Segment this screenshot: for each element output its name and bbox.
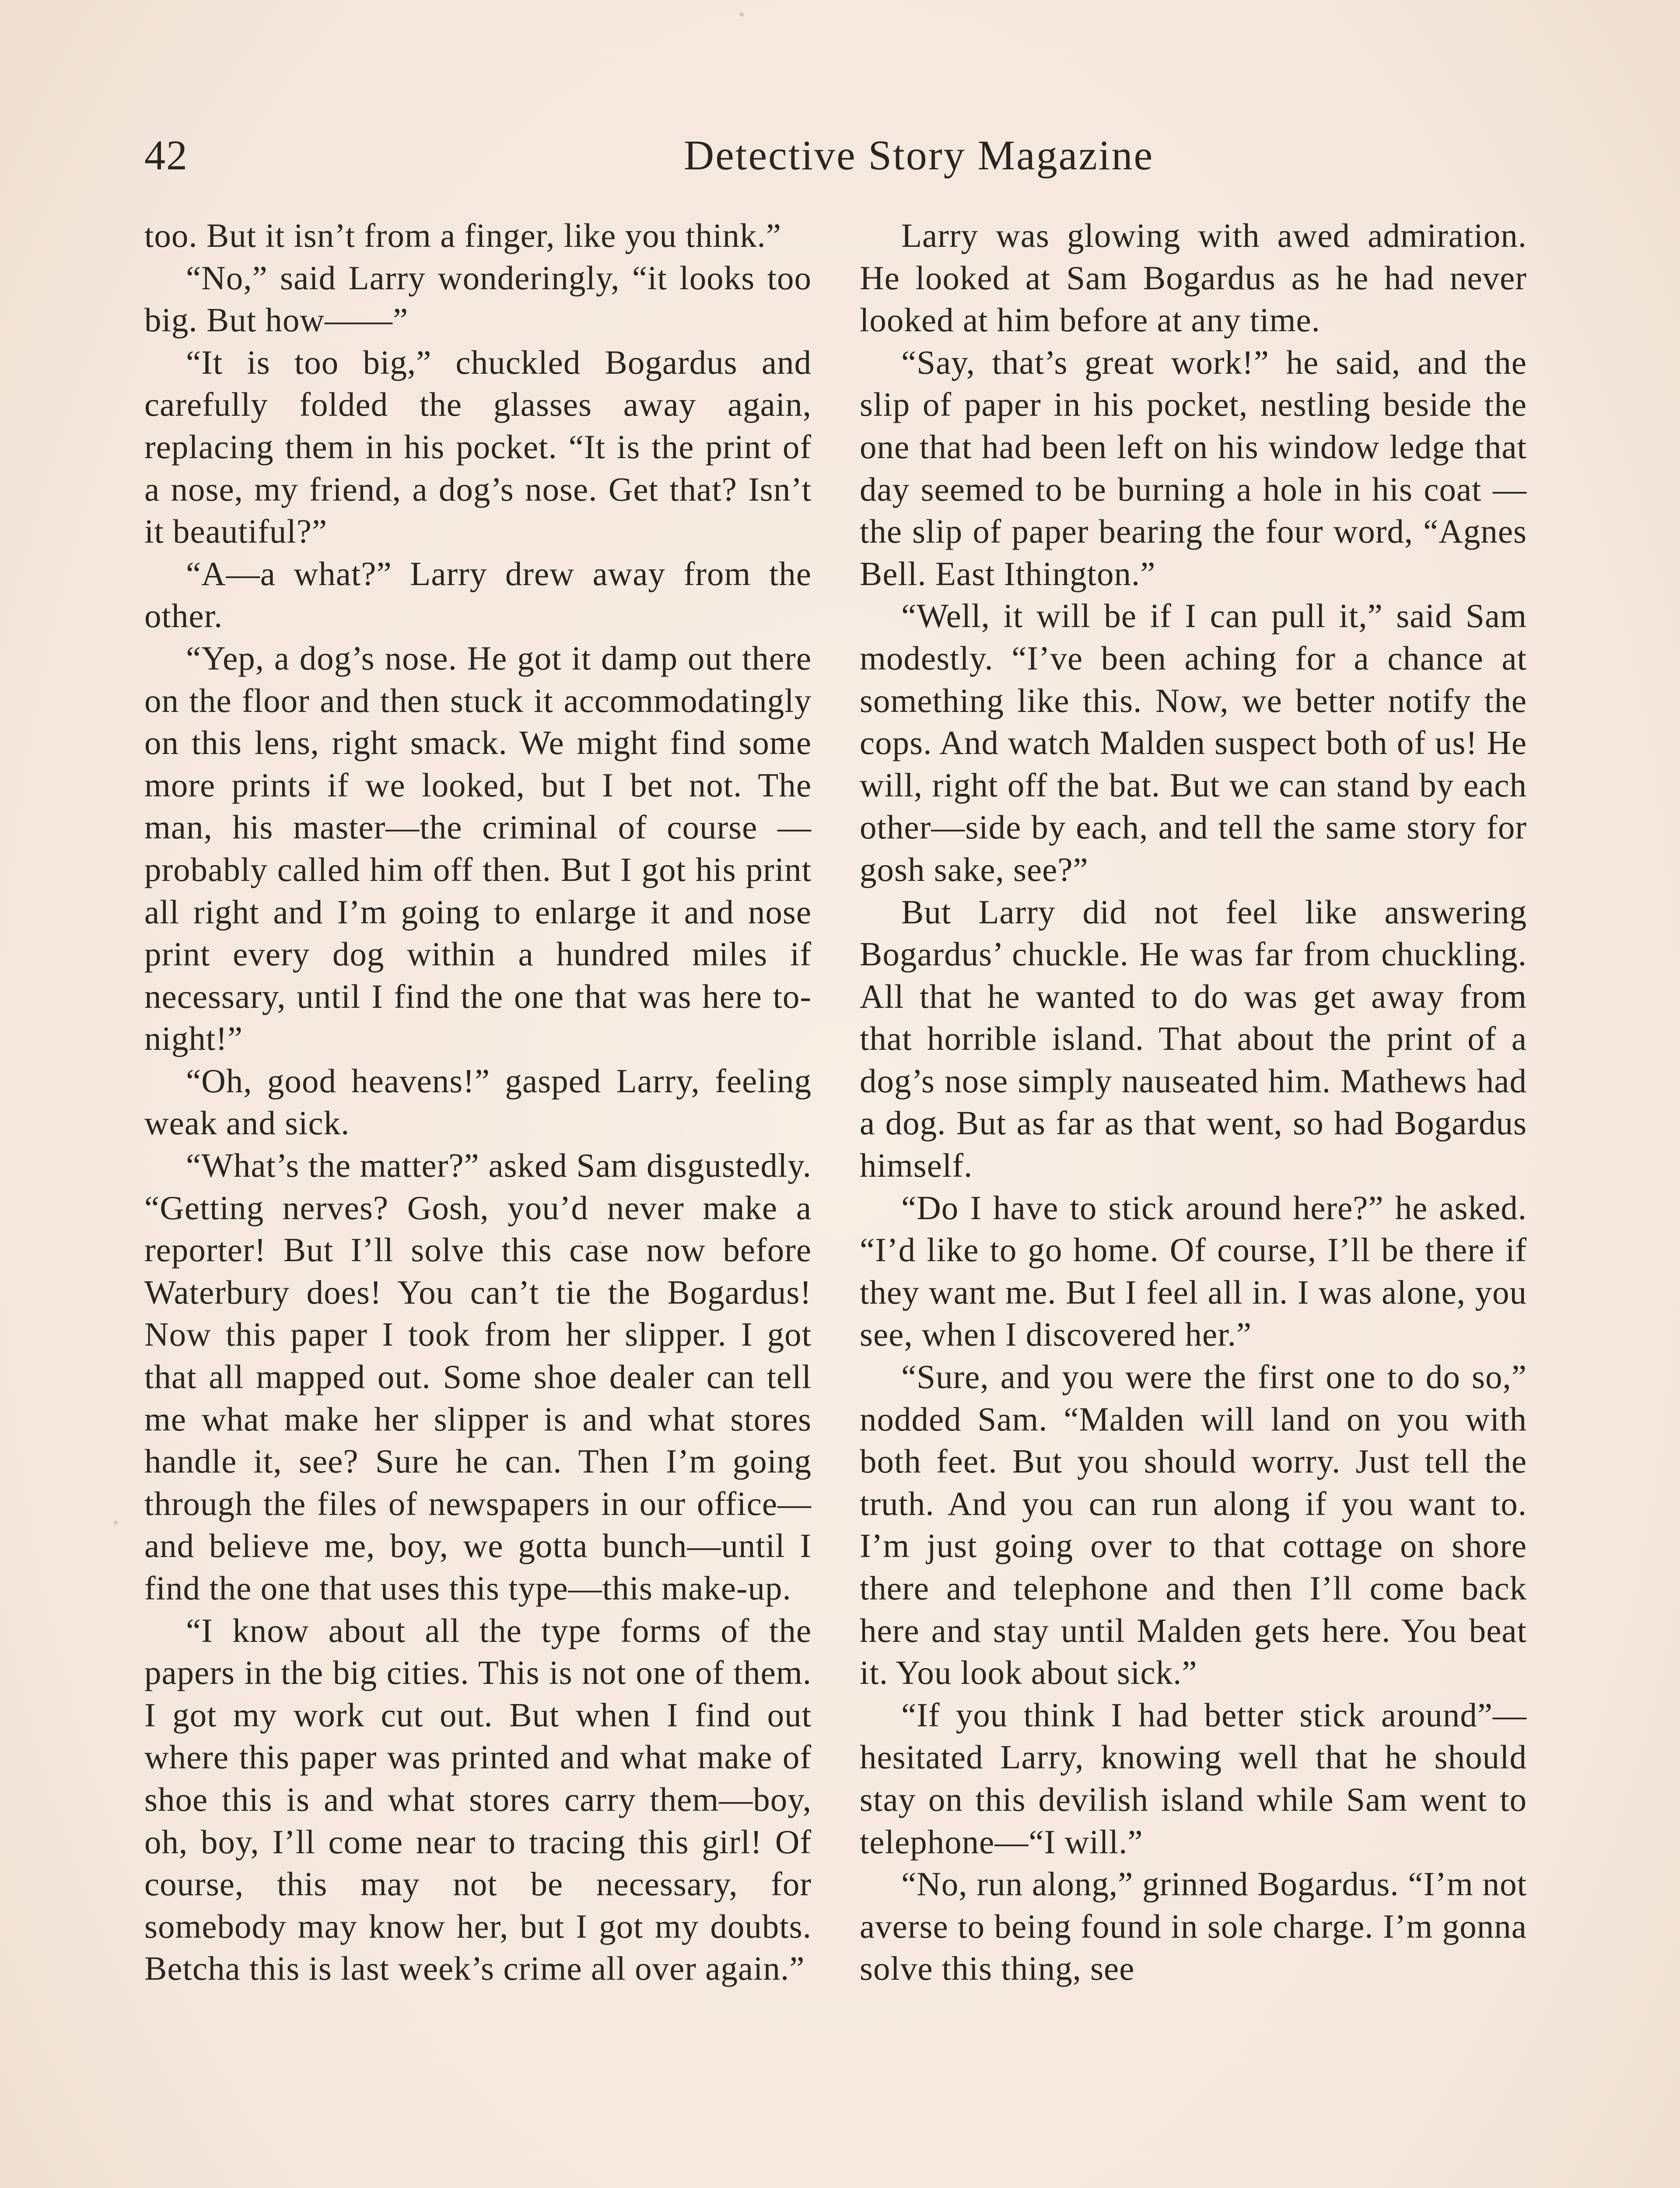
paragraph: “Do I have to stick around here?” he asked. “I’d like to go home. Of course, I’ll be there if they want me. But I feel all in. I was alone, you see, when I discovered her.”: [860, 1189, 1527, 1353]
paragraph: “A—a what?” Larry drew away from the other.: [144, 554, 812, 635]
paragraph: “It is too big,” chuckled Bogardus and carefully folded the glasses away again, replacing them in his pocket. “It is the print of a nose, my friend, a dog’s nose. Get that? Isn’t it beautiful?”: [144, 343, 812, 551]
paragraph: “I know about all the type forms of the papers in the big cities. This is not one of them. I got my work cut out. But when I find out where this paper was printed and what make of shoe this is and what stores carry them—boy, oh, boy, I’ll come near to tracing this girl! Of course, this may not be necessary, for somebody may know her, but I got my doubts. Betcha this is last week’s crime all over again.”: [144, 1611, 812, 1988]
page-header: [144, 127, 1536, 184]
paragraph: “Say, that’s great work!” he said, and the slip of paper in his pocket, nestling beside the one that had been left on his window ledge that day seemed to be burning a hole in his coat —the slip of paper bearing the four word, “Agnes Bell. East Ithington.”: [860, 343, 1527, 593]
paragraph: “If you think I had better stick around”—hesitated Larry, knowing well that he should stay on this devilish island while Sam went to telephone—“I will.”: [860, 1696, 1527, 1861]
paragraph: “No, run along,” grinned Bogardus. “I’m not averse to being found in sole charge. I’m gonna solve this thing, see: [860, 1865, 1527, 1988]
paragraph: “Yep, a dog’s nose. He got it damp out there on the floor and then stuck it accommodatingly on this lens, right smack. We might find some more prints if we looked, but I bet not. The man, his master—the criminal of course —probably called him off then. But I got his print all right and I’m going to enlarge it and nose print every dog within a hundred miles if necessary, until I find the one that was here to-night!”: [144, 639, 812, 1058]
running-head: Detective Story Magazine: [683, 132, 1154, 179]
paragraph: Larry was glowing with awed admiration. He looked at Sam Bogardus as he had never looked at him before at any time.: [860, 217, 1527, 339]
page-number: 42: [144, 132, 188, 179]
right-column: [860, 214, 1527, 1990]
paragraph: “Sure, and you were the first one to do so,” nodded Sam. “Malden will land on you with both feet. But you should worry. Just tell the truth. And you can run along if you want to. I’m just going over to that cottage on shore there and telephone and then I’ll come back here and stay until Malden gets here. You beat it. You look about sick.”: [860, 1358, 1527, 1692]
paper-speck: [114, 1521, 118, 1525]
paragraph: “Well, it will be if I can pull it,” said Sam modestly. “I’ve been aching for a chance at something like this. Now, we better notify the cops. And watch Malden suspect both of us! He will, right off the bat. But we can stand by each other—side by each, and tell the same story for gosh sake, see?”: [860, 597, 1527, 888]
left-column: [144, 214, 812, 1990]
paragraph: “What’s the matter?” asked Sam disgustedly. “Getting nerves? Gosh, you’d never make a reporter! But I’ll solve this case now before Waterbury does! You can’t tie the Bogardus! Now this paper I took from her slipper. I got that all mapped out. Some shoe dealer can tell me what make her slipper is and what stores handle it, see? Sure he can. Then I’m going through the files of newspapers in our office—and believe me, boy, we gotta bunch—until I find the one that uses this type—this make-up.: [144, 1147, 812, 1607]
paragraph: “No,” said Larry wonderingly, “it looks too big. But how——”: [144, 259, 812, 339]
paragraph: But Larry did not feel like answering Bogardus’ chuckle. He was far from chuckling. All that he wanted to do was get away from that horrible island. That about the print of a dog’s nose simply nauseated him. Mathews had a dog. But as far as that went, so had Bogardus himself.: [860, 893, 1527, 1185]
paragraph: “Oh, good heavens!” gasped Larry, feeling weak and sick.: [144, 1062, 812, 1142]
paper-speck: [739, 12, 744, 17]
paragraph: too. But it isn’t from a finger, like you think.”: [144, 217, 781, 254]
